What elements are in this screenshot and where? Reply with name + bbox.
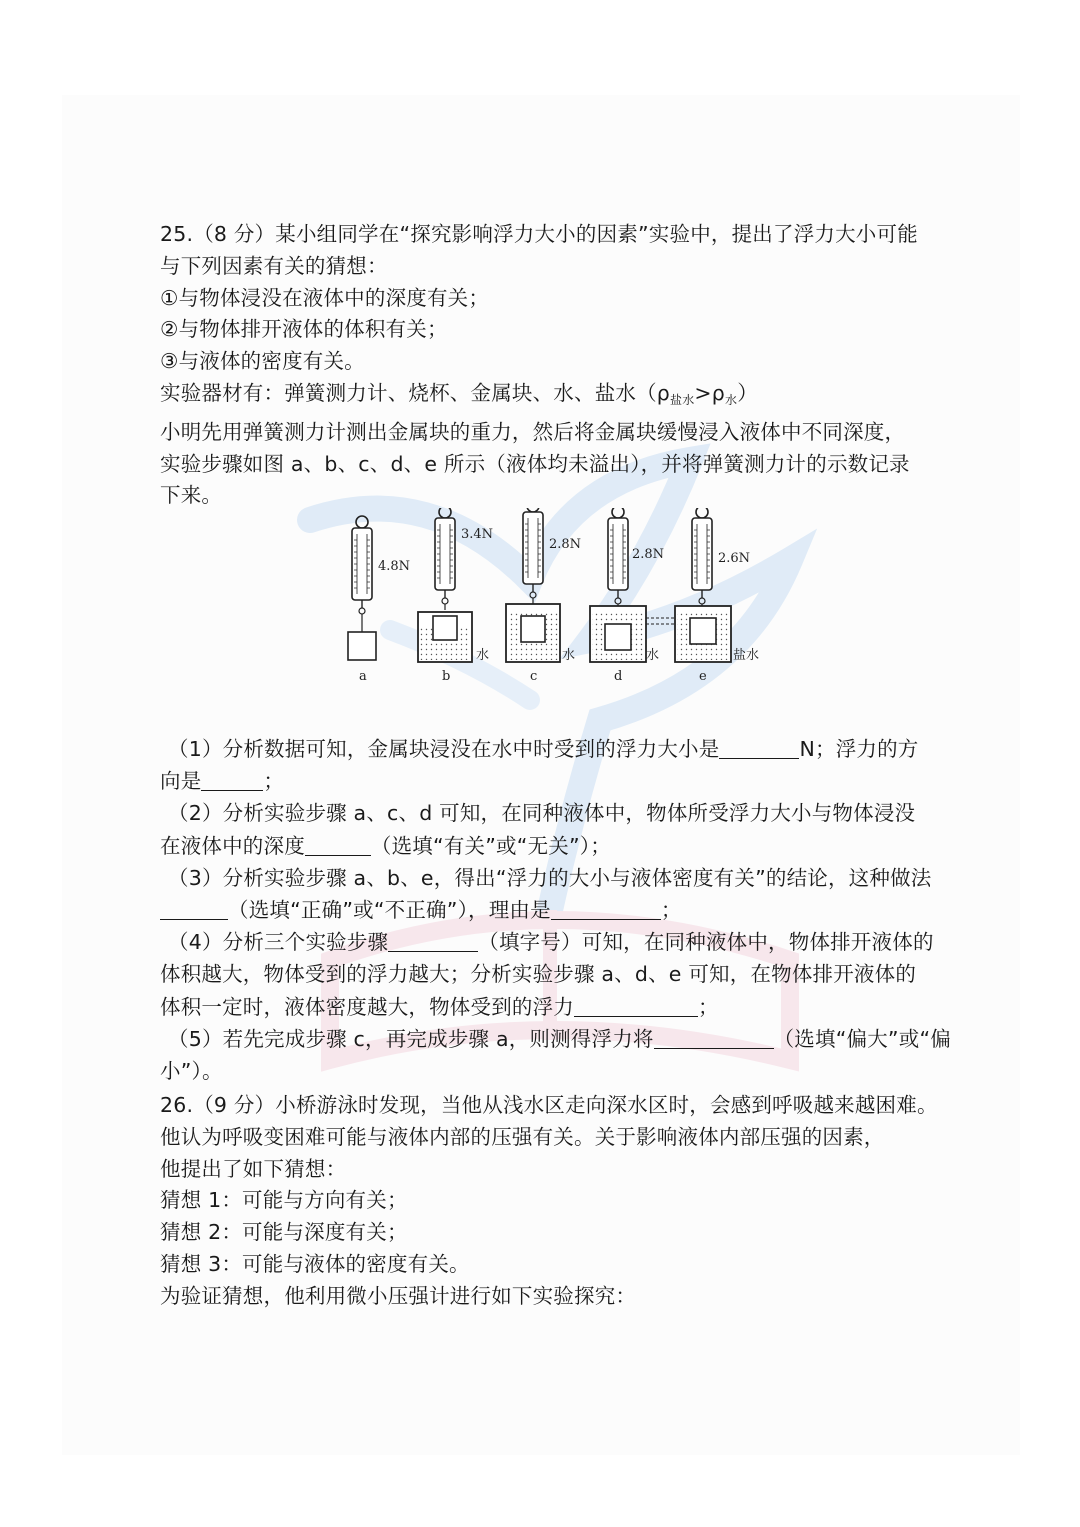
question-25-subquestions <box>160 733 960 1087</box>
q25-header: 25.（8 分）某小组同学在“探究影响浮力大小的因素”实验中，提出了浮力大小可能 <box>160 222 918 246</box>
sub1-unit: N；浮力的方 <box>799 737 919 761</box>
step-a-apparatus <box>348 516 376 660</box>
sub-question-3-line-2 <box>160 894 960 926</box>
question-26 <box>160 1090 960 1313</box>
rho-close: ） <box>737 380 758 405</box>
q26-guess-1: 猜想 1：可能与方向有关； <box>160 1188 408 1213</box>
blank-step-numbers[interactable] <box>388 931 478 952</box>
q25-guess-2: ②与物体排开液体的体积有关； <box>160 317 448 342</box>
sub-question-2-line-1: （2）分析实验步骤 a、c、d 可知，在同种液体中，物体所受浮力大小与物体浸没 <box>168 801 916 826</box>
liquid-label-c: 水 <box>562 648 576 663</box>
sub3-end: ； <box>660 898 682 923</box>
sub-question-4-line-3 <box>160 991 960 1023</box>
reading-b: 3.4N <box>461 527 494 542</box>
sub2-choice: （选填“有关”或“无关”）； <box>370 833 611 858</box>
reading-c: 2.8N <box>549 537 582 552</box>
q25-line2: 与下列因素有关的猜想： <box>160 253 388 278</box>
blank-buoyancy-direction[interactable] <box>201 770 263 791</box>
sub-question-4-line-2: 体积越大，物体受到的浮力越大；分析实验步骤 a、d、e 可知，在物体排开液体的 <box>160 962 917 987</box>
sub5-text: （5）若先完成步骤 c，再完成步骤 a，则测得浮力将 <box>168 1026 654 1051</box>
step-d-apparatus <box>590 508 646 662</box>
blank-depth-relation[interactable] <box>305 835 371 856</box>
step-label-b: b <box>442 669 451 684</box>
q26-verify: 为验证猜想，他利用微小压强计进行如下实验探究： <box>160 1283 637 1308</box>
q26-line-3: 他提出了如下猜想： <box>160 1156 347 1181</box>
sub5-choice: （选填“偏大”或“偏 <box>773 1026 951 1051</box>
rho-subscript-saltwater: 盐水 <box>670 392 695 407</box>
reading-a: 4.8N <box>378 559 411 574</box>
q25-desc-1: 小明先用弹簧测力计测出金属块的重力，然后将金属块缓慢浸入液体中不同深度， <box>160 419 906 444</box>
blank-reason[interactable] <box>551 899 661 920</box>
rho-subscript-water: 水 <box>725 392 738 407</box>
q26-line-2: 他认为呼吸变困难可能与液体内部的压强有关。关于影响液体内部压强的因素， <box>160 1124 885 1149</box>
rho-compare: >ρ <box>694 380 726 405</box>
q25-desc-3: 下来。 <box>160 483 223 508</box>
liquid-label-e: 盐水 <box>733 648 760 663</box>
sub1-direction: 向是 <box>160 769 202 794</box>
sub-question-1-line-1 <box>160 733 960 765</box>
liquid-label-b: 水 <box>476 648 490 663</box>
question-25-intro <box>160 219 960 512</box>
step-label-d: d <box>614 669 623 684</box>
step-label-c: c <box>530 669 538 684</box>
q25-materials <box>160 378 960 417</box>
step-c-apparatus <box>506 508 560 662</box>
step-label-a: a <box>359 669 367 684</box>
reading-e: 2.6N <box>718 551 751 566</box>
q25-guess-1: ①与物体浸没在液体中的深度有关； <box>160 285 490 310</box>
sub-question-5-line-2: 小”）。 <box>160 1059 223 1084</box>
step-e-apparatus <box>675 508 731 662</box>
sub-question-4-line-1 <box>160 926 960 958</box>
sub-question-2-line-2 <box>160 830 960 862</box>
q26-header: 26.（9 分）小桥游泳时发现，当他从浅水区走向深水区时，会感到呼吸越来越困难。 <box>160 1093 938 1117</box>
materials-text: 实验器材有：弹簧测力计、烧杯、金属块、水、盐水（ρ <box>160 380 671 405</box>
blank-buoyancy-trend[interactable] <box>574 996 698 1017</box>
sub4-text-2: （填字号）可知，在同种液体中，物体排开液体的 <box>478 930 934 955</box>
sub-question-3-line-1: （3）分析实验步骤 a、b、e，得出“浮力的大小与液体密度有关”的结论，这种做法 <box>168 865 932 890</box>
liquid-label-d: 水 <box>646 648 660 663</box>
sub3-text: （选填“正确”或“不正确”），理由是 <box>228 898 551 923</box>
blank-buoyancy-value[interactable] <box>719 738 799 759</box>
q25-guess-3: ③与液体的密度有关。 <box>160 349 365 374</box>
sub-question-5-line-1 <box>160 1023 960 1055</box>
step-label-e: e <box>699 669 707 684</box>
sub2-text: 在液体中的深度 <box>160 833 305 858</box>
q26-guess-2: 猜想 2：可能与深度有关； <box>160 1220 408 1245</box>
sub1-end: ； <box>263 769 285 794</box>
q26-guess-3: 猜想 3：可能与液体的密度有关。 <box>160 1251 470 1276</box>
blank-method-correct[interactable] <box>160 899 228 920</box>
sub4-end: ； <box>698 994 719 1019</box>
sub4-text-3: 体积一定时，液体密度越大，物体受到的浮力 <box>160 994 574 1019</box>
sub-question-1-line-2 <box>160 765 960 797</box>
sub4-text: （4）分析三个实验步骤 <box>168 930 389 955</box>
reading-d: 2.8N <box>632 547 665 562</box>
blank-measurement-bias[interactable] <box>654 1028 774 1049</box>
q25-desc-2: 实验步骤如图 a、b、c、d、e 所示（液体均未溢出），并将弹簧测力计的示数记录 <box>160 451 910 476</box>
sub1-text: （1）分析数据可知，金属块浸没在水中时受到的浮力大小是 <box>168 737 720 761</box>
experiment-figure <box>330 508 770 688</box>
